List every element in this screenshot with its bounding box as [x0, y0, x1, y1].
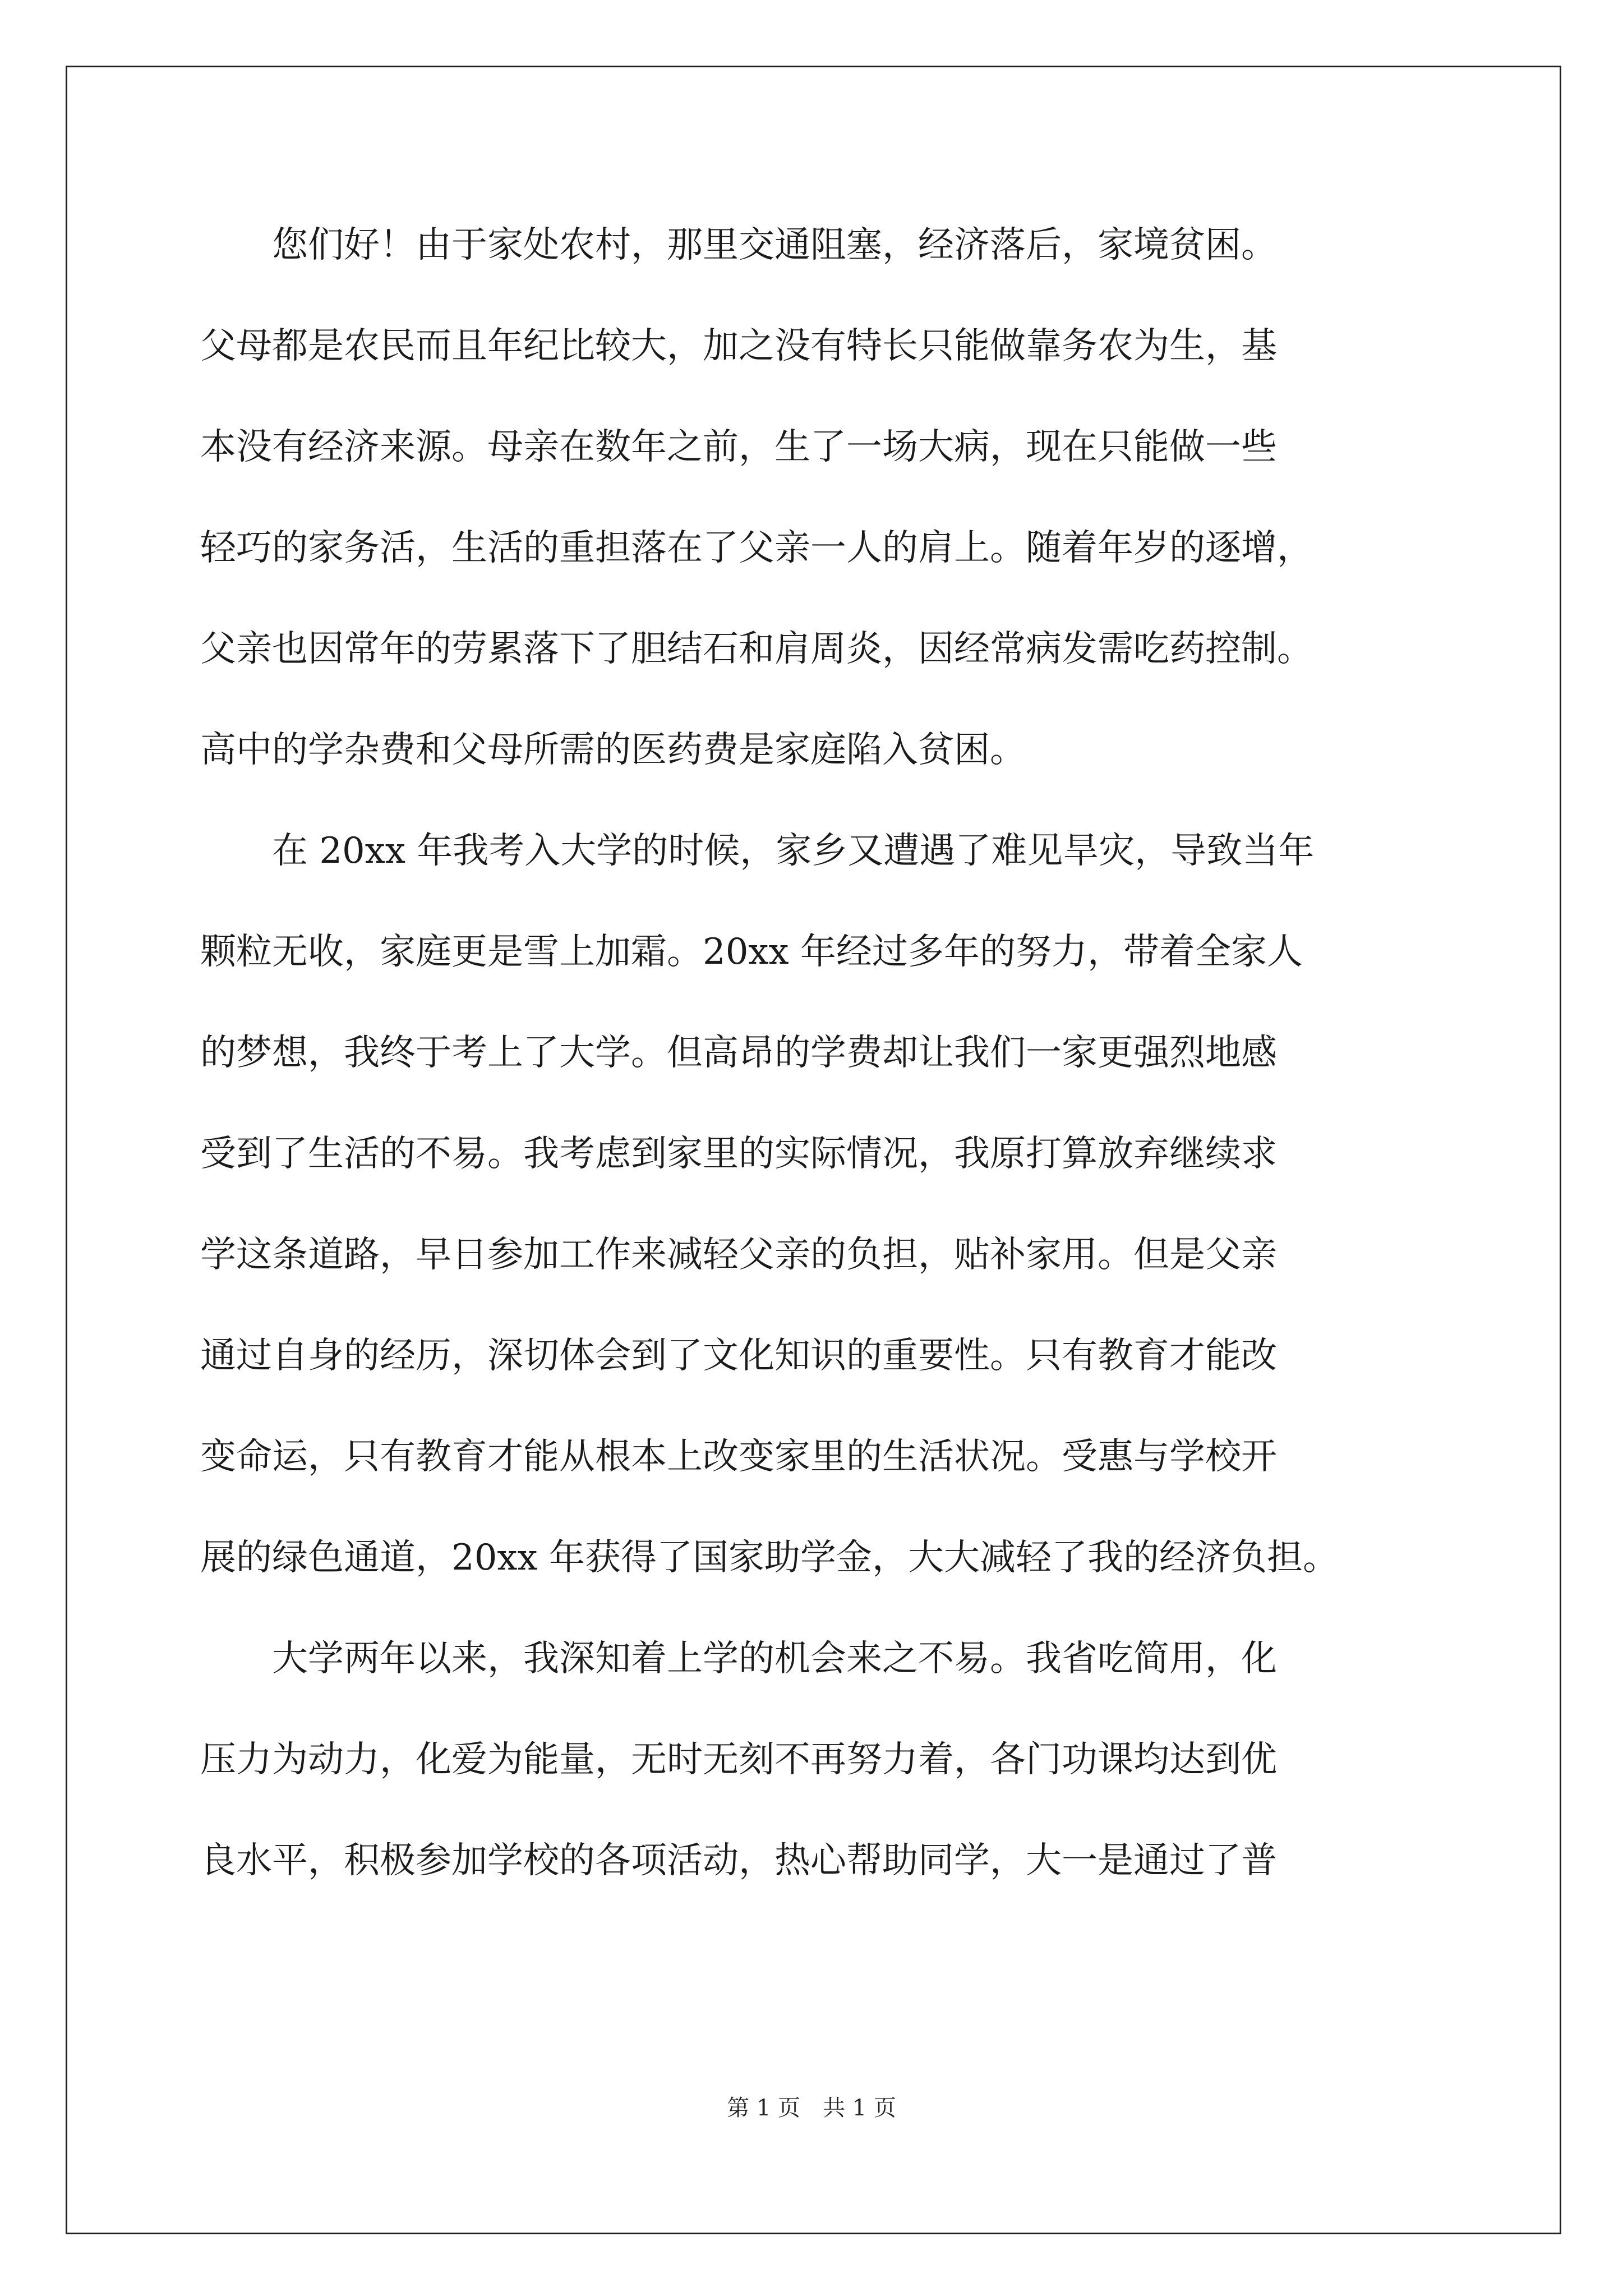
text-line: 在 20xx 年我考入大学的时候，家乡又遭遇了难见旱灾，导致当年 [200, 830, 1315, 872]
text-line: 受到了生活的不易。我考虑到家里的实际情况，我原打算放弃继续求 [200, 1133, 1277, 1175]
text-line: 轻巧的家务活，生活的重担落在了父亲一人的肩上。随着年岁的逐增， [200, 527, 1313, 569]
text-line: 展的绿色通道，20xx 年获得了国家助学金，大大减轻了我的经济负担。 [200, 1537, 1339, 1579]
text-line: 本没有经济来源。母亲在数年之前，生了一场大病，现在只能做一些 [200, 426, 1277, 468]
text-line: 大学两年以来，我深知着上学的机会来之不易。我省吃简用，化 [200, 1638, 1277, 1680]
text-line: 颗粒无收，家庭更是雪上加霜。20xx 年经过多年的努力，带着全家人 [200, 931, 1303, 973]
text-line: 变命运，只有教育才能从根本上改变家里的生活状况。受惠与学校开 [200, 1436, 1277, 1478]
text-line: 良水平，积极参加学校的各项活动，热心帮助同学，大一是通过了普 [200, 1840, 1277, 1881]
text-line: 的梦想，我终于考上了大学。但高昂的学费却让我们一家更强烈地感 [200, 1032, 1277, 1074]
text-line: 父母都是农民而且年纪比较大，加之没有特长只能做靠务农为生，基 [200, 325, 1277, 367]
page-number-footer: 第 1 页 共 1 页 [727, 2095, 896, 2121]
text-line: 压力为动力，化爱为能量，无时无刻不再努力着，各门功课均达到优 [200, 1739, 1277, 1780]
text-line: 学这条道路，早日参加工作来减轻父亲的负担，贴补家用。但是父亲 [200, 1234, 1277, 1276]
text-line: 高中的学杂费和父母所需的医药费是家庭陷入贫困。 [200, 729, 1026, 771]
text-line: 父亲也因常年的劳累落下了胆结石和肩周炎，因经常病发需吃药控制。 [200, 628, 1313, 670]
text-line: 通过自身的经历，深切体会到了文化知识的重要性。只有教育才能改 [200, 1335, 1277, 1377]
text-line: 您们好！由于家处农村，那里交通阻塞，经济落后，家境贫困。 [200, 224, 1277, 266]
